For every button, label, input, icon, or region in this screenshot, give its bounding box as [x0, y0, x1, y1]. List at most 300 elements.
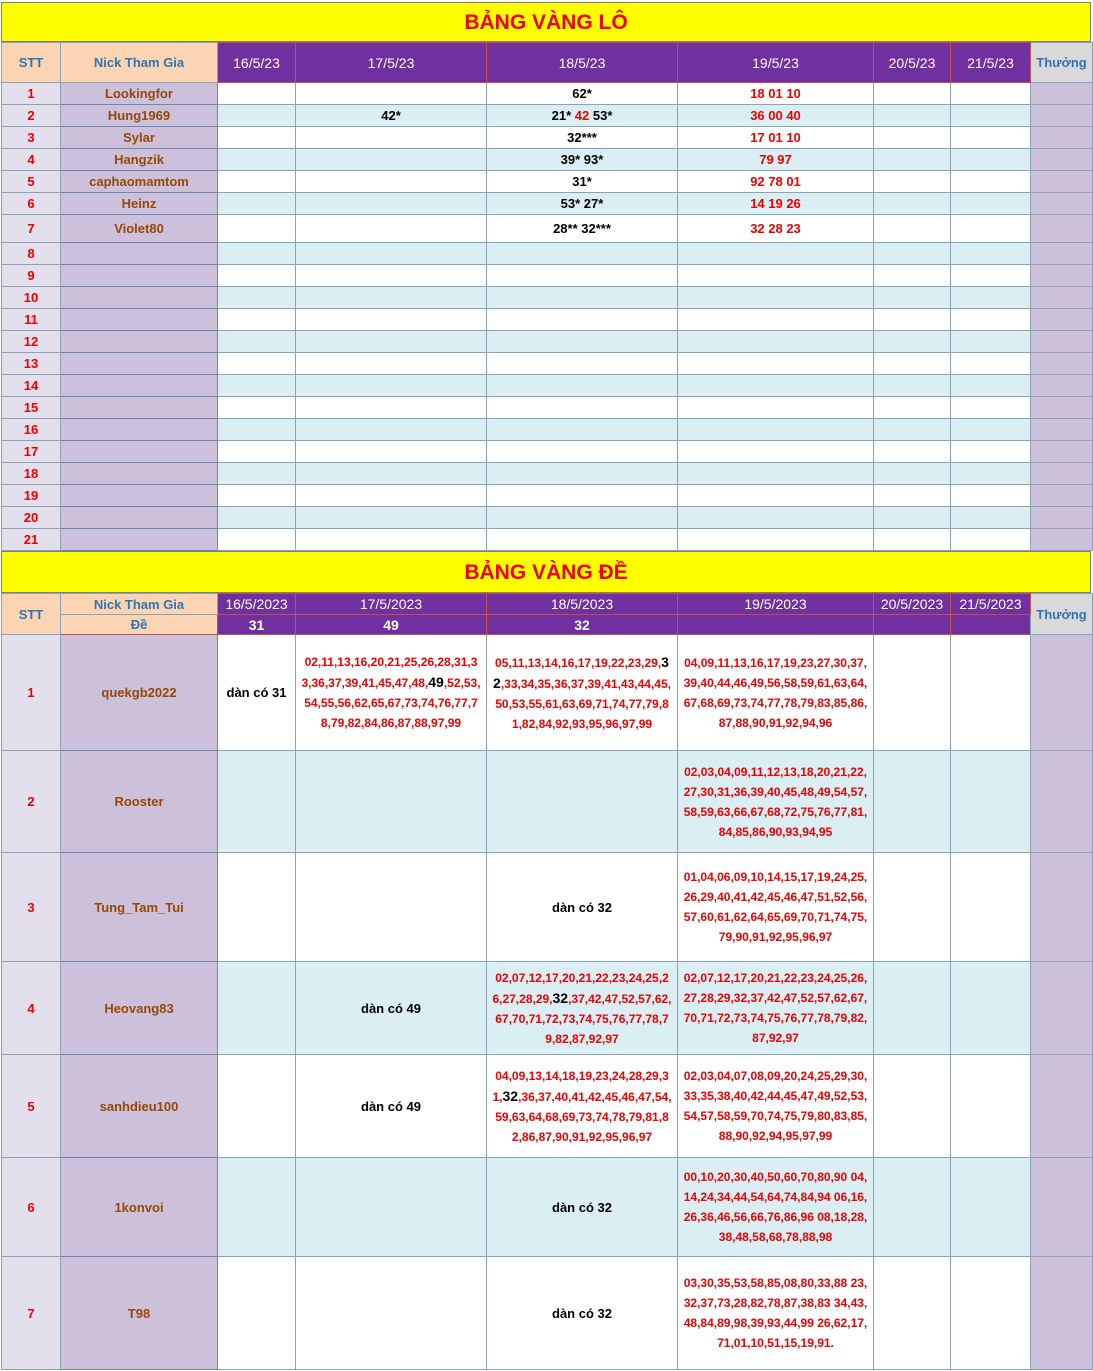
- cell-empty: [296, 287, 487, 309]
- cell-empty: [678, 485, 874, 507]
- cell-18: dàn có 32: [487, 1257, 678, 1370]
- lo-header-date: 18/5/23: [487, 43, 678, 83]
- row-stt: 13: [2, 353, 61, 375]
- cell-empty: [296, 419, 487, 441]
- cell-empty: [951, 463, 1031, 485]
- cell-thuong: [1031, 507, 1093, 529]
- cell-empty: [218, 353, 296, 375]
- cell-thuong: [1031, 215, 1093, 243]
- cell-empty: [218, 309, 296, 331]
- cell-21: [951, 193, 1031, 215]
- cell-19: 01,04,06,09,10,14,15,17,19,24,25,26,29,40,41,42,45,46,47,51,52,56,57,60,61,62,64,65,69,70,71,74,75,79,90,91,92,95,96,97: [678, 853, 874, 962]
- cell-empty: [487, 529, 678, 551]
- cell-18: [487, 1055, 678, 1158]
- row-stt: 17: [2, 441, 61, 463]
- de-table: [1, 593, 1093, 1370]
- cell-thuong: [1031, 1158, 1093, 1257]
- cell-empty: [218, 397, 296, 419]
- de-result: [678, 615, 874, 635]
- cell-17: [296, 635, 487, 751]
- cell-18: dàn có 32: [487, 853, 678, 962]
- cell-empty: [874, 397, 951, 419]
- row-nick: [61, 507, 218, 529]
- pick-hit: 32: [502, 1087, 519, 1104]
- cell-19: 79 97: [678, 149, 874, 171]
- cell-16: [218, 215, 296, 243]
- table-row: [2, 127, 1093, 149]
- cell-empty: [951, 397, 1031, 419]
- cell-empty: [487, 485, 678, 507]
- row-stt: 9: [2, 265, 61, 287]
- row-nick: caphaomamtom: [61, 171, 218, 193]
- pick-list: 05,11,13,14,16,17,19,22,23,29,: [495, 655, 662, 670]
- cell-19: 02,07,12,17,20,21,22,23,24,25,26,27,28,29,32,37,42,47,52,57,62,67,70,71,72,73,74,75,76,77,78,79,82,87,92,97: [678, 962, 874, 1055]
- table-row: [2, 463, 1093, 485]
- row-nick: 1konvoi: [61, 1158, 218, 1257]
- cell-17: [296, 193, 487, 215]
- cell-21: [951, 105, 1031, 127]
- cell-18: dàn có 32: [487, 1158, 678, 1257]
- pick-part-hit: 42: [574, 108, 590, 123]
- cell-17: [296, 1257, 487, 1370]
- row-stt: 6: [2, 193, 61, 215]
- cell-empty: [874, 287, 951, 309]
- cell-16: [218, 1158, 296, 1257]
- cell-empty: [951, 375, 1031, 397]
- cell-20: [874, 127, 951, 149]
- row-stt: 19: [2, 485, 61, 507]
- row-stt: 1: [2, 83, 61, 105]
- cell-empty: [874, 507, 951, 529]
- pick-hit: 49: [428, 674, 444, 690]
- cell-19: 04,09,11,13,16,17,19,23,27,30,37,39,40,44,46,49,56,58,59,61,63,64,67,68,69,73,74,77,78,79,83,85,86,87,88,90,91,92,94,96: [678, 635, 874, 751]
- row-nick: [61, 331, 218, 353]
- cell-17: [296, 751, 487, 853]
- cell-18: 28** 32***: [487, 215, 678, 243]
- cell-empty: [487, 331, 678, 353]
- cell-thuong: [1031, 149, 1093, 171]
- cell-16: [218, 962, 296, 1055]
- row-stt: 1: [2, 635, 61, 751]
- de-result: 49: [296, 615, 487, 635]
- row-nick: [61, 441, 218, 463]
- cell-empty: [218, 243, 296, 265]
- row-stt: 3: [2, 853, 61, 962]
- table-row: [2, 149, 1093, 171]
- cell-21: [951, 215, 1031, 243]
- de-header-stt: STT: [2, 594, 61, 635]
- cell-16: [218, 853, 296, 962]
- table-row: [2, 485, 1093, 507]
- table-row: [2, 419, 1093, 441]
- cell-empty: [296, 265, 487, 287]
- cell-16: [218, 193, 296, 215]
- cell-empty: [951, 243, 1031, 265]
- cell-thuong: [1031, 419, 1093, 441]
- cell-19: 32 28 23: [678, 215, 874, 243]
- table-row: [2, 1158, 1093, 1257]
- de-header-date: 21/5/2023: [951, 594, 1031, 615]
- cell-19: 18 01 10: [678, 83, 874, 105]
- pick-list: ,52,53,54,55,56,62,65,67,73,74,76,77,78,79,82,84,86,87,88,97,99: [304, 676, 481, 730]
- lo-header-date: 21/5/23: [951, 43, 1031, 83]
- cell-thuong: [1031, 127, 1093, 149]
- cell-empty: [874, 331, 951, 353]
- cell-16: [218, 171, 296, 193]
- cell-thuong: [1031, 962, 1093, 1055]
- table-row: [2, 265, 1093, 287]
- cell-18: 32***: [487, 127, 678, 149]
- table-row: [2, 193, 1093, 215]
- table-row: [2, 441, 1093, 463]
- row-stt: 12: [2, 331, 61, 353]
- cell-empty: [874, 243, 951, 265]
- cell-empty: [678, 353, 874, 375]
- cell-17: [296, 1158, 487, 1257]
- cell-21: [951, 83, 1031, 105]
- row-stt: 2: [2, 751, 61, 853]
- cell-empty: [487, 441, 678, 463]
- cell-21: [951, 635, 1031, 751]
- row-stt: 3: [2, 127, 61, 149]
- pick-list: ,36,37,40,41,42,45,46,47,54,59,63,64,68,69,73,74,78,79,81,82,86,87,90,91,92,95,96,97: [495, 1089, 672, 1144]
- cell-empty: [487, 507, 678, 529]
- table-row: [2, 215, 1093, 243]
- row-stt: 10: [2, 287, 61, 309]
- cell-empty: [296, 529, 487, 551]
- cell-17: [296, 215, 487, 243]
- de-header-thuong: Thưởng: [1031, 594, 1093, 635]
- cell-21: [951, 962, 1031, 1055]
- pick-hit: 32: [493, 653, 669, 691]
- cell-thuong: [1031, 193, 1093, 215]
- cell-empty: [874, 265, 951, 287]
- row-stt: 5: [2, 1055, 61, 1158]
- de-header-date: 19/5/2023: [678, 594, 874, 615]
- cell-18: [487, 635, 678, 751]
- cell-thuong: [1031, 375, 1093, 397]
- cell-empty: [218, 331, 296, 353]
- row-nick: Heovang83: [61, 962, 218, 1055]
- cell-17: [296, 149, 487, 171]
- table-row: [2, 243, 1093, 265]
- cell-17: [296, 83, 487, 105]
- cell-empty: [678, 507, 874, 529]
- cell-19: 02,03,04,09,11,12,13,18,20,21,22,27,30,31,36,39,40,45,48,49,54,57,58,59,63,66,67,68,72,75,76,77,81,84,85,86,90,93,94,95: [678, 751, 874, 853]
- cell-20: [874, 1055, 951, 1158]
- table-row: [2, 635, 1093, 751]
- row-stt: 4: [2, 962, 61, 1055]
- cell-thuong: [1031, 83, 1093, 105]
- row-nick: Sylar: [61, 127, 218, 149]
- cell-19: 14 19 26: [678, 193, 874, 215]
- de-header-de: Đề: [61, 615, 218, 635]
- cell-empty: [874, 375, 951, 397]
- cell-empty: [678, 309, 874, 331]
- cell-thuong: [1031, 171, 1093, 193]
- table-row: [2, 375, 1093, 397]
- cell-empty: [296, 353, 487, 375]
- lo-header-date: 16/5/23: [218, 43, 296, 83]
- cell-21: [951, 1158, 1031, 1257]
- cell-empty: [296, 397, 487, 419]
- lo-header-nick: Nick Tham Gia: [61, 43, 218, 83]
- cell-20: [874, 149, 951, 171]
- row-nick: [61, 397, 218, 419]
- cell-thuong: [1031, 309, 1093, 331]
- cell-19: 36 00 40: [678, 105, 874, 127]
- cell-20: [874, 635, 951, 751]
- cell-thuong: [1031, 485, 1093, 507]
- row-nick: [61, 265, 218, 287]
- cell-20: [874, 1158, 951, 1257]
- row-stt: 11: [2, 309, 61, 331]
- pick-list: ,33,34,35,36,37,39,41,43,44,45,50,53,55,61,63,69,71,74,77,79,81,82,84,92,93,95,96,97,99: [495, 676, 671, 731]
- de-header-date: 17/5/2023: [296, 594, 487, 615]
- cell-empty: [951, 265, 1031, 287]
- cell-empty: [951, 485, 1031, 507]
- cell-thuong: [1031, 1055, 1093, 1158]
- cell-18: 53* 27*: [487, 193, 678, 215]
- row-nick: [61, 309, 218, 331]
- pick-part: 53*: [592, 108, 613, 123]
- cell-empty: [487, 463, 678, 485]
- cell-thuong: [1031, 441, 1093, 463]
- table-row: [2, 397, 1093, 419]
- cell-empty: [951, 441, 1031, 463]
- cell-21: [951, 1257, 1031, 1370]
- cell-thuong: [1031, 105, 1093, 127]
- cell-17: [296, 127, 487, 149]
- table-row: [2, 1257, 1093, 1370]
- de-result: 31: [218, 615, 296, 635]
- cell-20: [874, 105, 951, 127]
- cell-empty: [218, 485, 296, 507]
- table-row: [2, 309, 1093, 331]
- table-row: [2, 83, 1093, 105]
- cell-19: 92 78 01: [678, 171, 874, 193]
- cell-18: 31*: [487, 171, 678, 193]
- table-row: [2, 105, 1093, 127]
- row-nick: Lookingfor: [61, 83, 218, 105]
- cell-empty: [487, 397, 678, 419]
- cell-20: [874, 751, 951, 853]
- cell-thuong: [1031, 463, 1093, 485]
- pick-list: 02,11,13,16,20,21,25,26,28,31,33,36,37,39,41,45,47,48,: [301, 655, 478, 690]
- cell-19: 17 01 10: [678, 127, 874, 149]
- cell-18: [487, 962, 678, 1055]
- cell-empty: [874, 419, 951, 441]
- table-row: [2, 853, 1093, 962]
- cell-16: [218, 127, 296, 149]
- cell-empty: [218, 419, 296, 441]
- row-stt: 7: [2, 215, 61, 243]
- cell-empty: [951, 287, 1031, 309]
- row-nick: Rooster: [61, 751, 218, 853]
- de-result: 32: [487, 615, 678, 635]
- row-stt: 5: [2, 171, 61, 193]
- row-nick: [61, 353, 218, 375]
- cell-thuong: [1031, 529, 1093, 551]
- cell-thuong: [1031, 635, 1093, 751]
- cell-16: [218, 1257, 296, 1370]
- row-stt: 8: [2, 243, 61, 265]
- cell-empty: [296, 441, 487, 463]
- row-nick: Hangzik: [61, 149, 218, 171]
- row-stt: 4: [2, 149, 61, 171]
- cell-21: [951, 1055, 1031, 1158]
- row-nick: Hung1969: [61, 105, 218, 127]
- cell-empty: [296, 463, 487, 485]
- de-header-date: 16/5/2023: [218, 594, 296, 615]
- table-row: [2, 529, 1093, 551]
- row-stt: 6: [2, 1158, 61, 1257]
- cell-empty: [951, 419, 1031, 441]
- row-nick: [61, 485, 218, 507]
- cell-empty: [678, 331, 874, 353]
- cell-empty: [678, 441, 874, 463]
- cell-empty: [218, 375, 296, 397]
- cell-empty: [296, 485, 487, 507]
- lo-table: [1, 42, 1093, 551]
- row-nick: [61, 375, 218, 397]
- pick-list: 02,07,12,17,20,21,22,23,24,25,26,27,28,29,: [492, 970, 669, 1006]
- cell-16: dàn có 31: [218, 635, 296, 751]
- cell-17: dàn có 49: [296, 962, 487, 1055]
- pick-part: 21*: [551, 108, 572, 123]
- cell-empty: [951, 309, 1031, 331]
- de-result: [951, 615, 1031, 635]
- cell-empty: [678, 463, 874, 485]
- cell-21: [951, 853, 1031, 962]
- pick-list: ,37,42,47,52,57,62,67,70,71,72,73,74,75,76,77,78,79,82,87,92,97: [495, 991, 672, 1046]
- cell-20: [874, 83, 951, 105]
- row-nick: [61, 243, 218, 265]
- row-stt: 18: [2, 463, 61, 485]
- cell-empty: [874, 441, 951, 463]
- cell-thuong: [1031, 353, 1093, 375]
- table-row: [2, 962, 1093, 1055]
- cell-empty: [487, 375, 678, 397]
- cell-thuong: [1031, 853, 1093, 962]
- cell-empty: [296, 331, 487, 353]
- cell-empty: [678, 287, 874, 309]
- cell-empty: [218, 441, 296, 463]
- lo-title: BẢNG VÀNG LÔ: [1, 2, 1091, 42]
- lo-header-date: 17/5/23: [296, 43, 487, 83]
- cell-16: [218, 105, 296, 127]
- cell-20: [874, 853, 951, 962]
- cell-empty: [218, 507, 296, 529]
- cell-thuong: [1031, 243, 1093, 265]
- cell-thuong: [1031, 287, 1093, 309]
- de-header-nick: Nick Tham Gia: [61, 594, 218, 615]
- cell-17: [296, 853, 487, 962]
- cell-empty: [874, 309, 951, 331]
- cell-empty: [218, 529, 296, 551]
- cell-20: [874, 962, 951, 1055]
- cell-empty: [678, 529, 874, 551]
- cell-16: [218, 751, 296, 853]
- de-header-date: 20/5/2023: [874, 594, 951, 615]
- row-nick: Heinz: [61, 193, 218, 215]
- cell-empty: [678, 375, 874, 397]
- cell-empty: [487, 309, 678, 331]
- row-stt: 21: [2, 529, 61, 551]
- row-stt: 20: [2, 507, 61, 529]
- cell-empty: [218, 287, 296, 309]
- row-nick: [61, 463, 218, 485]
- row-stt: 15: [2, 397, 61, 419]
- cell-thuong: [1031, 397, 1093, 419]
- cell-18: [487, 751, 678, 853]
- table-row: [2, 331, 1093, 353]
- cell-empty: [296, 507, 487, 529]
- cell-19: 00,10,20,30,40,50,60,70,80,90 04,14,24,34,44,54,64,74,84,94 06,16,26,36,46,56,66,76,86,96 08,18,28,38,48,58,68,78,88,98: [678, 1158, 874, 1257]
- cell-21: [951, 171, 1031, 193]
- cell-18: 62*: [487, 83, 678, 105]
- row-nick: [61, 419, 218, 441]
- lo-header-date: 19/5/23: [678, 43, 874, 83]
- de-title: BẢNG VÀNG ĐỀ: [1, 551, 1091, 593]
- cell-21: [951, 149, 1031, 171]
- row-stt: 7: [2, 1257, 61, 1370]
- cell-empty: [874, 529, 951, 551]
- cell-empty: [678, 265, 874, 287]
- cell-empty: [296, 375, 487, 397]
- cell-thuong: [1031, 1257, 1093, 1370]
- cell-20: [874, 1257, 951, 1370]
- cell-empty: [218, 463, 296, 485]
- cell-empty: [296, 243, 487, 265]
- row-stt: 16: [2, 419, 61, 441]
- cell-empty: [951, 353, 1031, 375]
- row-nick: quekgb2022: [61, 635, 218, 751]
- cell-thuong: [1031, 751, 1093, 853]
- row-nick: Violet80: [61, 215, 218, 243]
- table-row: [2, 171, 1093, 193]
- cell-17: 42*: [296, 105, 487, 127]
- row-stt: 14: [2, 375, 61, 397]
- cell-empty: [218, 265, 296, 287]
- cell-21: [951, 127, 1031, 149]
- cell-21: [951, 751, 1031, 853]
- cell-empty: [296, 309, 487, 331]
- row-nick: [61, 287, 218, 309]
- cell-empty: [678, 243, 874, 265]
- cell-16: [218, 149, 296, 171]
- cell-empty: [487, 243, 678, 265]
- row-nick: [61, 529, 218, 551]
- de-header-date: 18/5/2023: [487, 594, 678, 615]
- cell-empty: [874, 463, 951, 485]
- cell-empty: [678, 419, 874, 441]
- lo-header-stt: STT: [2, 43, 61, 83]
- cell-empty: [874, 353, 951, 375]
- cell-empty: [678, 397, 874, 419]
- pick-list: 04,09,13,14,18,19,23,24,28,29,31,: [492, 1068, 669, 1104]
- row-stt: 2: [2, 105, 61, 127]
- cell-empty: [951, 529, 1031, 551]
- cell-20: [874, 215, 951, 243]
- cell-empty: [874, 485, 951, 507]
- cell-thuong: [1031, 265, 1093, 287]
- cell-16: [218, 1055, 296, 1158]
- table-row: [2, 507, 1093, 529]
- cell-thuong: [1031, 331, 1093, 353]
- row-nick: Tung_Tam_Tui: [61, 853, 218, 962]
- cell-19: 02,03,04,07,08,09,20,24,25,29,30,33,35,38,40,42,44,45,47,49,52,53,54,57,58,59,70,74,75,79,80,83,85,88,90,92,94,95,97,99: [678, 1055, 874, 1158]
